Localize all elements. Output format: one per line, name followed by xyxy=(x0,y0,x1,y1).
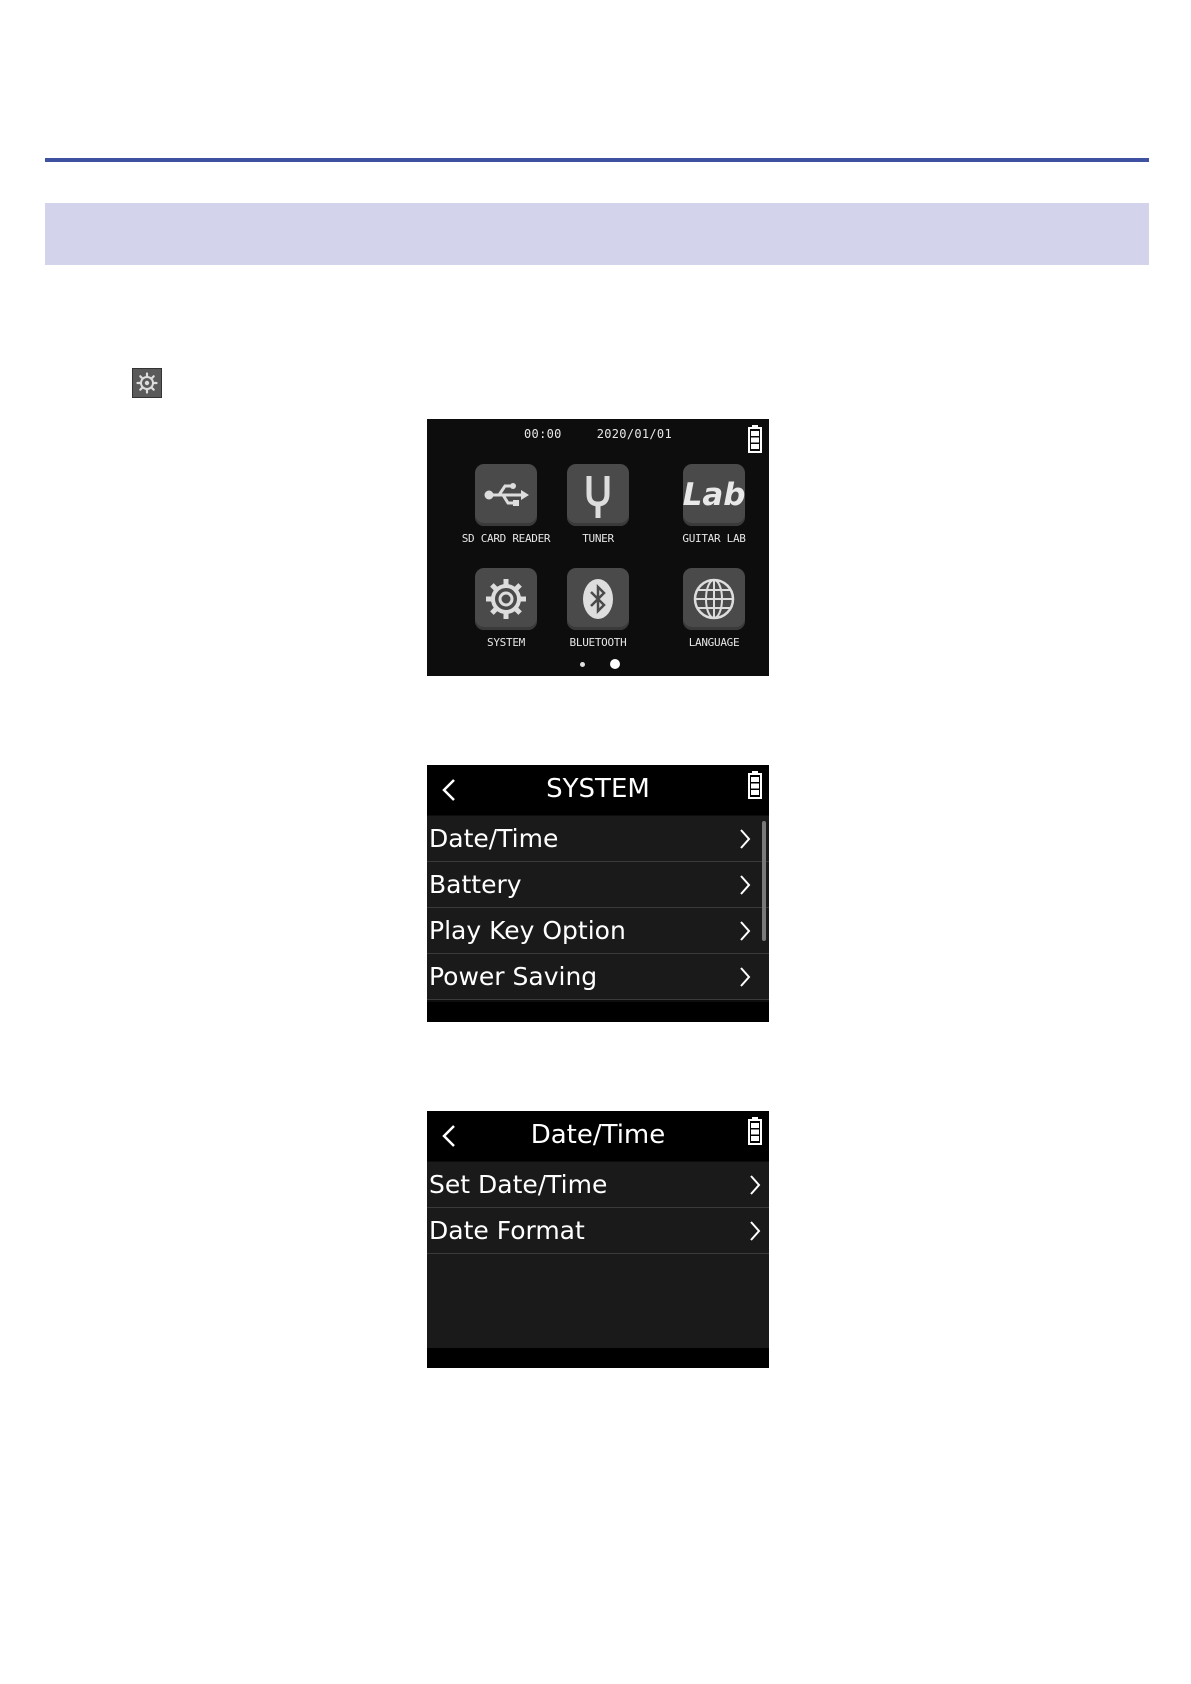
lab-icon xyxy=(683,464,745,526)
chevron-right-icon xyxy=(739,828,751,850)
section-banner xyxy=(45,203,1149,265)
menu-screen xyxy=(427,419,769,676)
tile-language[interactable] xyxy=(654,568,769,649)
page-indicator xyxy=(427,658,769,672)
status-time: 00:00 xyxy=(524,427,562,441)
gear-icon xyxy=(475,568,537,630)
scrollbar[interactable] xyxy=(762,821,766,941)
chevron-right-icon xyxy=(749,1220,761,1242)
battery-icon xyxy=(748,771,762,799)
menu-item-battery[interactable] xyxy=(427,862,769,908)
chevron-right-icon xyxy=(739,920,751,942)
menu-item-set-date-time[interactable] xyxy=(427,1162,769,1208)
tile-label: GUITAR LAB xyxy=(682,532,746,545)
lab-glyph: Lab xyxy=(682,477,746,513)
menu-item-label: Date/Time xyxy=(429,824,559,853)
bluetooth-icon xyxy=(567,568,629,630)
screen-header xyxy=(427,765,769,815)
battery-icon xyxy=(748,1117,762,1145)
menu-list xyxy=(427,816,769,1000)
menu-item-label: Play Key Option xyxy=(429,916,626,945)
status-date: 2020/01/01 xyxy=(596,427,672,441)
chevron-right-icon xyxy=(739,966,751,988)
menu-item-date-time[interactable] xyxy=(427,816,769,862)
header-rule xyxy=(45,158,1149,162)
system-screen xyxy=(427,765,769,1022)
chevron-right-icon xyxy=(749,1174,761,1196)
menu-item-power-saving[interactable] xyxy=(427,954,769,1000)
chevron-right-icon xyxy=(739,874,751,896)
tile-bluetooth[interactable] xyxy=(538,568,658,649)
menu-item-label: Power Saving xyxy=(429,962,598,991)
date-time-screen xyxy=(427,1111,769,1368)
globe-icon xyxy=(683,568,745,630)
screen-title: Date/Time xyxy=(530,1120,666,1150)
menu-list xyxy=(427,1162,769,1348)
tile-label: SYSTEM xyxy=(487,636,525,649)
battery-icon xyxy=(748,425,762,453)
tile-label: BLUETOOTH xyxy=(569,636,627,649)
menu-item-label: Set Date/Time xyxy=(429,1170,608,1199)
tuning-fork-icon xyxy=(567,464,629,526)
tile-label: SD CARD READER xyxy=(461,532,551,545)
status-bar xyxy=(427,427,769,441)
tile-label: TUNER xyxy=(582,532,614,545)
page-dot-active[interactable] xyxy=(610,659,620,669)
menu-item-label: Date Format xyxy=(429,1216,585,1245)
tile-label: LANGUAGE xyxy=(688,636,740,649)
screen-footer xyxy=(427,1348,769,1368)
tile-tuner[interactable] xyxy=(538,464,658,545)
menu-item-play-key-option[interactable] xyxy=(427,908,769,954)
usb-icon xyxy=(475,464,537,526)
menu-item-label: Battery xyxy=(429,870,522,899)
gear-icon xyxy=(132,368,162,398)
tile-guitar-lab[interactable] xyxy=(654,464,769,545)
menu-item-date-format[interactable] xyxy=(427,1208,769,1254)
screen-header xyxy=(427,1111,769,1161)
screen-footer xyxy=(427,1002,769,1022)
page-dot[interactable] xyxy=(580,662,585,667)
screen-title: SYSTEM xyxy=(546,774,650,804)
